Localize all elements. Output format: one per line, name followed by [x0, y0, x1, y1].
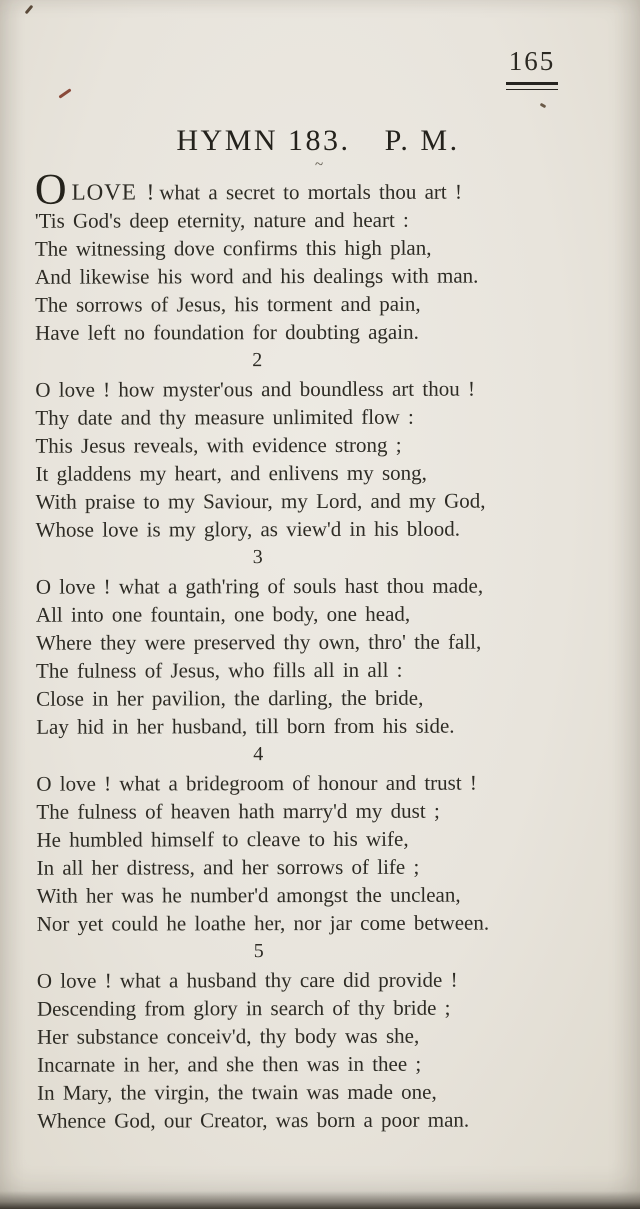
verse-line-text: what a secret to mortals thou art ! [159, 179, 462, 205]
verse-line: With her was he number'd amongst the unclean, [36, 882, 461, 908]
drop-cap: O [34, 164, 67, 214]
stanza [35, 374, 599, 543]
verse-line: Whence God, our Creator, was born a poor man. [37, 1107, 470, 1133]
hymn-title-meter: P. M. [384, 124, 460, 157]
stanza-number: 5 [253, 940, 264, 963]
verse-line: In all her distress, and her sorrows of life ; [36, 854, 420, 880]
stanza [36, 768, 600, 937]
hymn-title [36, 124, 600, 158]
verse-line: O love ! what a bridegroom of honour and trust ! [36, 770, 477, 796]
verse-line: Where they were preserved thy own, thro' the fall, [35, 629, 482, 655]
stanza [36, 571, 600, 740]
stanza-number: 3 [252, 546, 263, 569]
verse-line: Descending from glory in search of thy bride ; [36, 995, 451, 1021]
ink-speck [25, 5, 34, 15]
verse-line: In Mary, the virgin, the twain was made one, [37, 1079, 437, 1105]
verse-line: He humbled himself to cleave to his wife, [36, 826, 409, 852]
verse-line: Have left no foundation for doubting again. [35, 319, 419, 345]
verse-line: Close in her pavilion, the darling, the bride, [36, 685, 424, 711]
verse-line: With praise to my Saviour, my Lord, and my God, [35, 488, 486, 514]
verse-line: And likewise his word and his dealings with man. [34, 263, 479, 289]
stanzas [34, 164, 602, 1134]
verse-line: Nor yet could he loathe her, nor jar come between. [36, 910, 490, 936]
stanza [34, 164, 599, 346]
stanza [37, 965, 601, 1134]
verse-line: 'Tis God's deep eternity, nature and heart : [34, 207, 409, 233]
verse-line: Thy date and thy measure unlimited flow : [35, 404, 414, 430]
first-words: LOVE ! [71, 179, 156, 205]
verse-line: O love ! what a husband thy care did provide ! [36, 967, 458, 993]
title-ornament: ~ [314, 157, 322, 173]
verse-line: This Jesus reveals, with evidence strong ; [35, 432, 402, 458]
page-header [36, 46, 600, 110]
verse-line: Lay hid in her husband, till born from his side. [36, 713, 455, 739]
stanza-number: 2 [252, 349, 263, 372]
verse-line: O love ! how myster'ous and boundless art thou ! [35, 376, 475, 402]
hymn-title-number: HYMN 183. [176, 124, 351, 157]
verse-line: Whose love is my glory, as view'd in his blood. [35, 516, 461, 542]
verse-line [34, 164, 599, 214]
page-number-block [506, 46, 558, 90]
page-edge-shadow [0, 1191, 640, 1209]
page-number: 165 [508, 46, 556, 76]
stanza-number: 4 [253, 743, 264, 766]
verse-line: The witnessing dove confirms this high plan, [34, 235, 432, 261]
double-rule [506, 82, 558, 90]
verse-line: It gladdens my heart, and enlivens my song, [35, 460, 427, 486]
verse-line: The fulness of heaven hath marry'd my dust ; [36, 798, 440, 824]
verse-line: The sorrows of Jesus, his torment and pain, [35, 291, 421, 317]
verse-line: Her substance conceiv'd, thy body was she, [36, 1023, 420, 1049]
verse-line: O love ! what a gath'ring of souls hast thou made, [35, 573, 484, 599]
verse-line: The fulness of Jesus, who fills all in all : [36, 657, 403, 683]
verse-line: All into one fountain, one body, one head, [35, 601, 411, 627]
verse-line: Incarnate in her, and she then was in thee ; [37, 1051, 422, 1077]
